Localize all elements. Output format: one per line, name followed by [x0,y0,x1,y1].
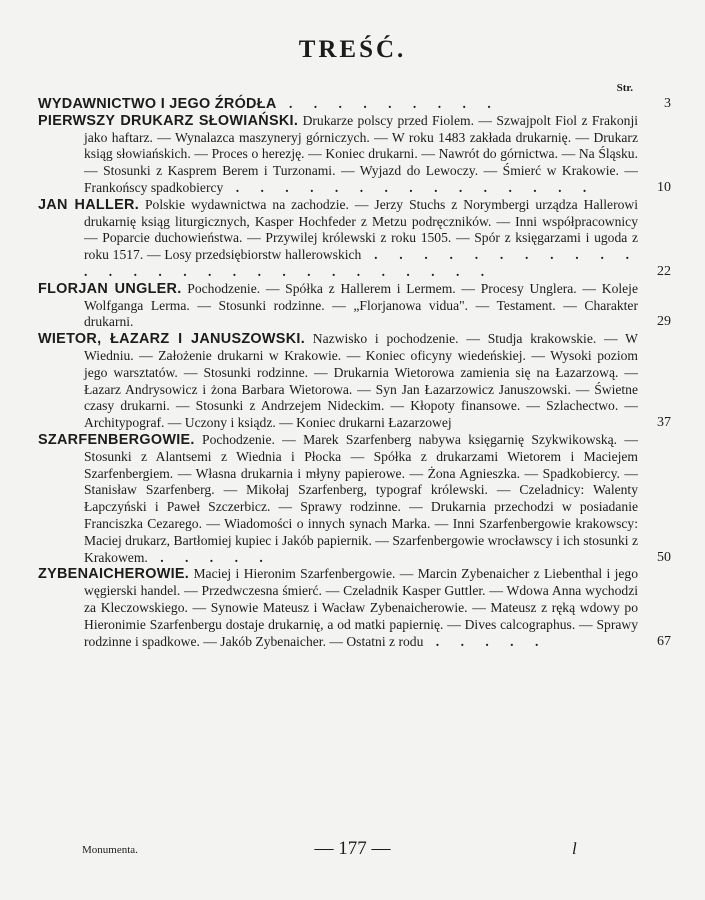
toc-entry-heading: WYDAWNICTWO I JEGO ŹRÓDŁA [38,96,277,112]
toc-entry [38,331,671,432]
toc-entry [38,196,671,281]
dot-leader: . . . . . . . . . [276,96,500,111]
toc-entry-page: 67 [657,633,671,649]
toc-entry-text: Polskie wydawnictwa na zachodzie. — Jerzy Stuchs z Norymbergi urządza Hallerowi drukarnię ksiąg liturgicznych, Kasper Hochfeder z Metzu podręczników. — Inni współpracownicy — Poparcie duchowieństwa. — Przywilej królewski z roku 1505. — Spór z księgarzami i ugoda z roku 1517. — Losy przedsiębiorstw hallerowskich [84,196,638,263]
page-title: TREŚĆ. [298,36,407,63]
dot-leader: . . . . . [423,633,548,649]
dot-leader: . . . . . . . . . . . . . . . [223,179,596,195]
toc-entry [38,566,671,650]
toc-entry-heading: ZYBENAICHEROWIE. [38,566,190,583]
toc-entry-page: 3 [664,96,671,111]
page-column-label: Str. [616,82,633,94]
table-of-contents [38,96,671,650]
toc-entry [38,280,671,331]
page-number: — 177 — [314,838,391,859]
toc-entry-page: 10 [657,179,671,195]
toc-entry-heading: JAN HALLER. [38,196,139,213]
toc-entry-page: 29 [657,314,671,330]
page-footer [0,838,705,862]
toc-entry [38,431,671,566]
toc-entry-text: Pochodzenie. — Marek Szarfenberg nabywa księgarnię Szykwikowską. — Stosunki z Alantsemi z Wiednia i Płocka — Spółka z drukarzami Wietorem i Maciejem Szarfenbergiem. — Własna drukarnia i młyny papierowe. — Żona Agnieszka. — Spadkobiercy. — Stanisław Szarfenberg. — Mikołaj Szarfenberg, typograf królewski. — Czeladnicy: Walenty Łapczyński i Paweł Szczerbicz. — Sprawy rodzinne. — Drukarnia przechodzi w posiadanie Franciszka Cezarego. — Wiadomości o innych synach Marka. — Inni Szarfenbergowie krakowscy: Maciej drukarz, Bartłomiej kupiec i Jakób papiernik. — Szarfenbergowie wrocławscy i ich stosunki z Krakowem. [84,431,638,565]
footer-series-name: Monumenta. [82,844,138,856]
toc-entry-heading: PIERWSZY DRUKARZ SŁOWIAŃSKI. [38,112,299,129]
toc-entry-text: Pochodzenie. — Spółka z Hallerem i Lermem. — Procesy Unglera. — Koleje Wolfganga Lerma. — Stosunki rodzinne. — „Florjanowa vidua". — Testament. — Charakter drukarni. [84,280,638,330]
toc-entry-page: 50 [657,549,671,565]
toc-entry-heading: FLORJAN UNGLER. [38,280,182,297]
toc-entry-text: Drukarze polscy przed Fiolem. — Szwajpolt Fiol z Frakonji jako haftarz. — Wynalazca maszyneryj górniczych. — W roku 1483 zakłada drukarnię. — Drukarz ksiąg słowiańskich. — Proces o herezję. — Koniec drukarni. — Nawrót do górnictwa. — Na Śląsku. — Stosunki z Kasprem Berem i Turzonami. — Wyjazd do Lewoczy. — Śmierć w Krakowie. — Frankońscy spadkobiercy [84,112,639,195]
toc-entry-heading: SZARFENBERGOWIE. [38,431,195,448]
toc-entry-page: 37 [657,415,671,431]
dot-leader: . . . . . [147,549,272,565]
toc-entry [38,96,671,113]
toc-entry-text: Nazwisko i pochodzenie. — Studja krakowskie. — W Wiedniu. — Założenie drukarni w Krakowie. — Koniec oficyny wiedeńskiej. — Wysoki poziom jego warsztatów. — Stosunki rodzinne. — Drukarnia Wietorowa zamienia się na Łazarzową. — Łazarz Andrysowicz i żona Barbara Wietorowa. — Syn Jan Łazarzowicz Januszowski. — Świetne czasy drukarni. — Stosunki z Andrzejem Nideckim. — Kłopoty finansowe. — Szlachectwo. — Architypograf. — Uczony i ksiądz. — Koniec drukarni Łazarzowej [84,331,638,431]
toc-entry-heading: WIETOR, ŁAZARZ I JANUSZOWSKI. [38,331,305,348]
signature-mark: l [572,839,577,858]
toc-entry [38,112,671,197]
dot-leader: . . . . . . . . . . . . . . . . . . . . . . . . . . . . [84,247,638,279]
toc-entry-text: Maciej i Hieronim Szarfenbergowie. — Marcin Zybenaicher z Liebenthal i jego węgierski handel. — Przedwczesna śmierć. — Czeladnik Kasper Guttler. — Wdowa Anna wychodzi za Kleczowskiego. — Synowie Mateusz i Wacław Zybenaicherowie. — Mateusz z ręką wdowy po Hieronimie Szarfenbergu dostaje drukarnię, a od matki papiernię. — Dives calcographus. — Sprawy rodzinne i spadkowe. — Jakób Zybenaicher. — Ostatni z rodu [84,566,638,649]
toc-entry-page: 22 [657,263,671,279]
